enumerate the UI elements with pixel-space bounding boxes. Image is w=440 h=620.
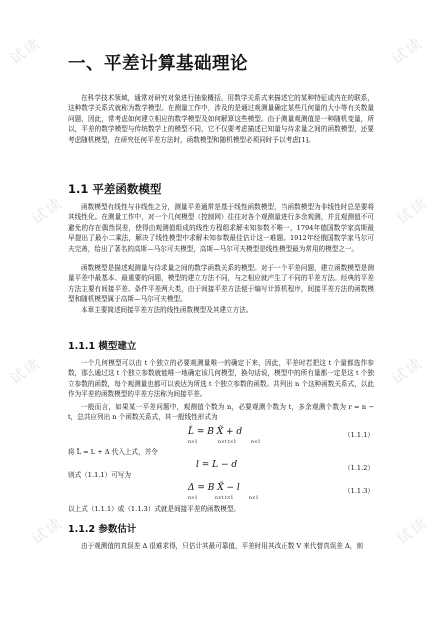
subscript: n×1	[188, 440, 198, 445]
paragraph: 一个几何模型可以由 t 个独立的必要观测量唯一的确定下来，因此，平差时若把这 t 个量都选作参数，那么通过这 t 个独立参数就能唯一地确定该几何模型，换句话说，模型中的所有量都一定是这 t 个独立参数的函数，每个观测量也都可以表达为所选 t 个独立参数的函数。共列出 n 个这种函数关系式，以此作为平差的函数模型的平差方法称为间接平差。	[68, 359, 374, 399]
subscript: n×1	[251, 440, 261, 445]
watermark: 试读	[6, 33, 45, 69]
text-line: 则式（1.1.1）可写为	[68, 471, 131, 479]
text-line: 将 L̃ = L + Δ 代入上式，并令	[68, 448, 158, 456]
watermark: 试读	[6, 353, 45, 389]
watermark: 试读	[28, 513, 67, 549]
section-heading-1-1-2: 1.1.2 参数估计	[68, 524, 137, 535]
paragraph: 本章主要简述间接平差方法的线性函数模型及其建立方法。	[81, 306, 253, 314]
section-heading-1-1-1: 1.1.1 模型建立	[68, 341, 137, 352]
subscript: n×t t×1	[218, 440, 237, 445]
equation-1-1-3	[68, 481, 374, 503]
equation-1-1-1	[68, 425, 374, 447]
watermark: 试读	[388, 33, 427, 69]
text-line: 以上式（1.1.1）或（1.1.3）式就是间接平差的函数模型。	[68, 505, 241, 513]
subscript: n×1	[249, 496, 259, 501]
paragraph: 函数模型有线性与非线性之分，测量平差通常是基于线性函数模型，当函数模型为非线性时总是要将其线性化。在测量工作中，对一个几何模型（控制网）往往对各个观测量进行多余观测，并且观测值不可避免的存在偶然误差，使得由观测值组成的线性方程组求解未知参数不唯一，1794年德国数学家高斯最早提出了最小二乘法，解决了线性模型中求解未知参数最佳估计这一难题。1912年经俄国数学家马尔可夫完善，给出了著名的高斯—马尔可夫模型，高斯—马尔可夫模型是线性模型最为常用的模型之一。	[68, 203, 374, 253]
chapter-title: 一、平差计算基础理论	[68, 54, 248, 74]
paragraph: 函数模型是描述观测量与待求量之间的数学函数关系的模型。对于一个平差问题，建立函数模型是测量平差中最基本、最重要的问题，模型的建立方法不同，与之相应就产生了不同的平差方法。经典的平差方法主要有间接平差、条件平差两大类，由于间接平差方法便于编写计算机程序，间接平差方法的函数模型和随机模型属于高斯—马尔可夫模型。	[68, 264, 374, 304]
subscript: n×t t×1	[215, 496, 234, 501]
watermark: 试读	[28, 193, 67, 229]
section-heading-1-1: 1.1 平差函数模型	[68, 182, 162, 196]
intro-paragraph: 在科学技术领域，通常对研究对象进行抽象概括，用数学关系式来描述它的某种特征或内在的联系，这种数学关系式就称为数学模型。在测量工作中，涉及的是通过观测量确定某些几何量的大小等有关数量问题，因此，常考虑如何建立相应的数学模型及如何解算这些模型。由于测量观测值是一种随机变量，所以，平差的数学模型与传统数学上的模型不同，它不仅要考虑描述已知量与待求量之间的函数模型，还要考虑随机模型，在研究任何平差方法时，函数模型和随机模型必须同时予以考虑[1]。	[68, 94, 374, 144]
equation-number: （1.1.2）	[344, 464, 374, 472]
equation-number: （1.1.3）	[344, 487, 374, 495]
watermark: 试读	[393, 513, 432, 549]
watermark: 试读	[388, 353, 427, 389]
paragraph: 由于观测值的真误差 Δ 很难求得，只估计其最可靠值，平差时用其改正数 V 来代替真误差 Δ，则	[81, 542, 363, 550]
equation-expression: l = L − d	[196, 460, 238, 470]
equation-expression: Δ = B X̃ − l	[188, 483, 240, 493]
equation-number: （1.1.1）	[344, 431, 374, 439]
subscript: n×1	[188, 496, 198, 501]
paragraph: 一般而言，如果某一平差问题中，观测值个数为 n，必要观测个数为 t，多余观测个数为 r = n − t，总共应列出 n 个函数关系式，其一般线性形式为	[68, 403, 374, 422]
watermark: 试读	[393, 193, 432, 229]
equation-expression: L̃ = B X̃ + d	[188, 427, 243, 437]
